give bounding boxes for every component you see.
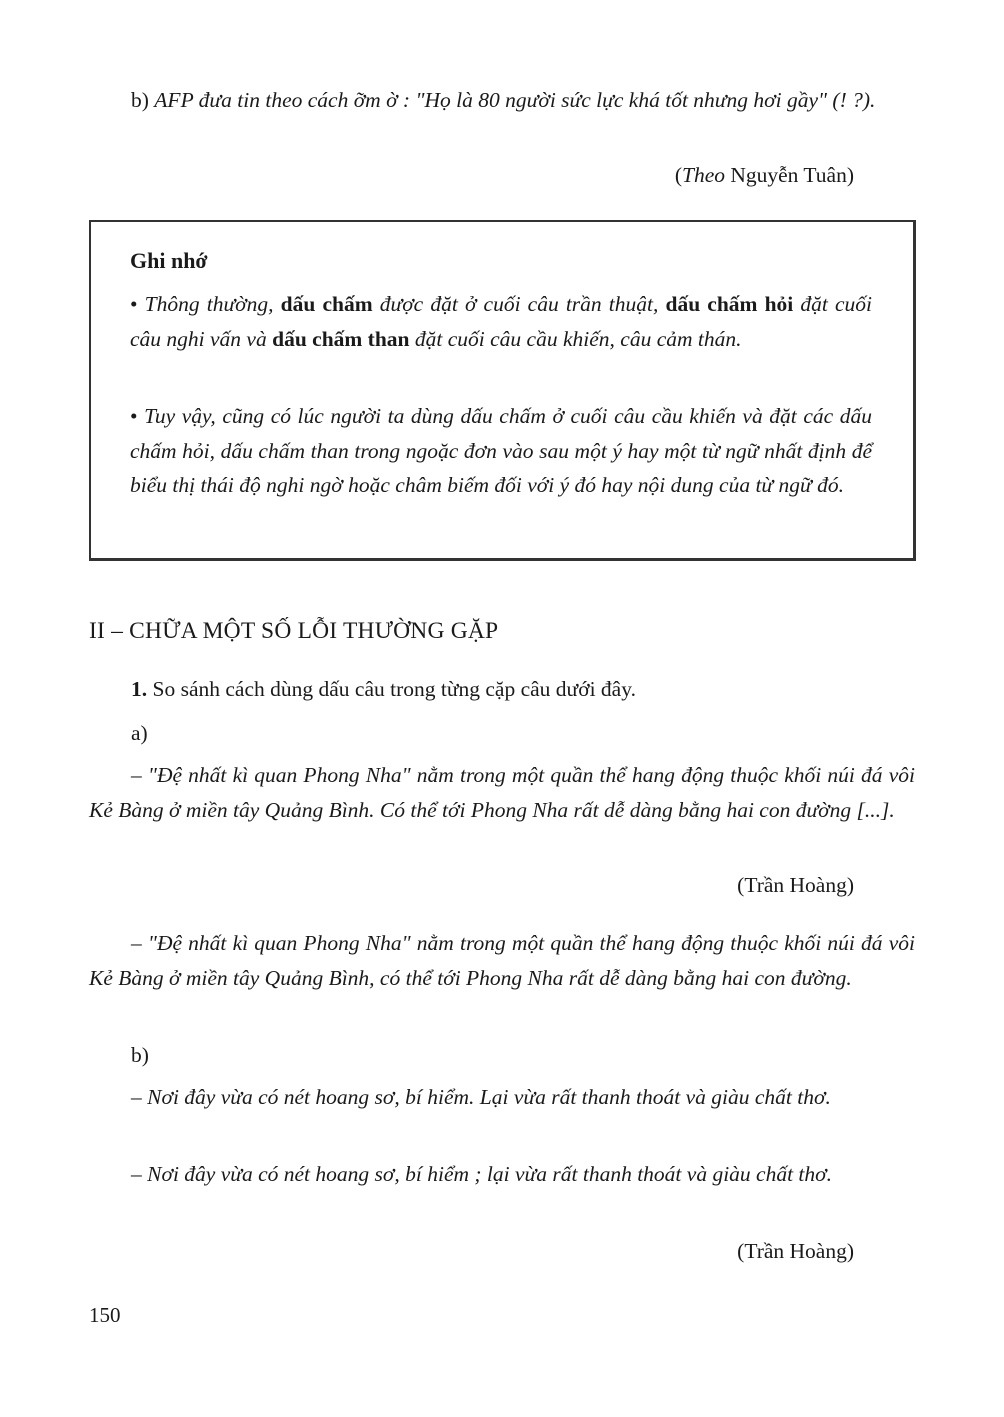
ghi-nho-item-2	[130, 399, 872, 503]
ghi-nho-box	[89, 220, 916, 561]
part-b-sentence-2: – Nơi đây vừa có nét hoang sơ, bí hiểm ; lại vừa rất thanh thoát và giàu chất thơ.	[131, 1162, 833, 1186]
source-theo: Theo	[681, 163, 725, 187]
term-dau-cham-hoi: dấu chấm hỏi	[665, 292, 794, 316]
part-a-source: (Trần Hoàng)	[737, 873, 854, 897]
note-text: được đặt ở cuối câu trần thuật,	[372, 292, 666, 316]
part-b-label: b)	[131, 1043, 149, 1067]
term-dau-cham: dấu chấm	[280, 292, 373, 316]
ghi-nho-item-1	[130, 287, 872, 356]
note-text: Thông thường,	[137, 292, 281, 316]
example-b-paragraph	[89, 83, 915, 118]
example-label: b)	[131, 88, 149, 112]
note-text: đặt cuối câu cầu khiến, câu cảm thán.	[409, 326, 742, 351]
source-author: Nguyễn Tuân)	[724, 163, 854, 187]
source-paren: (	[674, 163, 682, 187]
exercise-text: So sánh cách dùng dấu câu trong từng cặp câu dưới đây.	[147, 677, 636, 701]
note-text: đặt cuối câu nghi vấn và	[130, 292, 872, 351]
note-text: Tuy vậy, cũng có lúc người ta dùng dấu chấm ở cuối câu cầu khiến và đặt các dấu chấm hỏi, dấu chấm than trong ngoặc đơn vào sau một ý hay một từ ngữ nhất định để biểu thị thái độ nghi ngờ hoặc châm biếm đối với ý đó hay nội dung của từ ngữ đó.	[130, 404, 872, 497]
source-citation	[675, 158, 854, 192]
term-dau-cham-than: dấu chấm than	[272, 326, 410, 351]
bullet-icon: •	[130, 292, 138, 316]
part-a-label: a)	[131, 721, 148, 745]
part-a-sentence-2: – "Đệ nhất kì quan Phong Nha" nằm trong một quần thể hang động thuộc khối núi đá vôi Kẻ Bàng ở miền tây Quảng Bình, có thể tới Phong Nha rất dễ dàng bằng hai con đường.	[89, 931, 915, 990]
exercise-1	[89, 672, 915, 707]
ghi-nho-title: Ghi nhớ	[130, 248, 208, 273]
page-number: 150	[89, 1303, 121, 1327]
exercise-number: 1.	[131, 677, 148, 701]
section-heading: II – CHỮA MỘT SỐ LỖI THƯỜNG GẶP	[89, 618, 499, 644]
part-b-sentence-1: – Nơi đây vừa có nét hoang sơ, bí hiểm. Lại vừa rất thanh thoát và giàu chất thơ.	[131, 1085, 831, 1109]
bullet-icon: •	[130, 404, 138, 428]
part-b-source: (Trần Hoàng)	[737, 1239, 854, 1263]
example-text: AFP đưa tin theo cách ỡm ờ : "Họ là 80 người sức lực khá tốt nhưng hơi gầy" (! ?).	[154, 88, 876, 112]
part-a-sentence-1: – "Đệ nhất kì quan Phong Nha" nằm trong một quần thể hang động thuộc khối núi đá vôi Kẻ Bàng ở miền tây Quảng Bình. Có thể tới Phong Nha rất dễ dàng bằng hai con đường [...].	[89, 763, 915, 822]
